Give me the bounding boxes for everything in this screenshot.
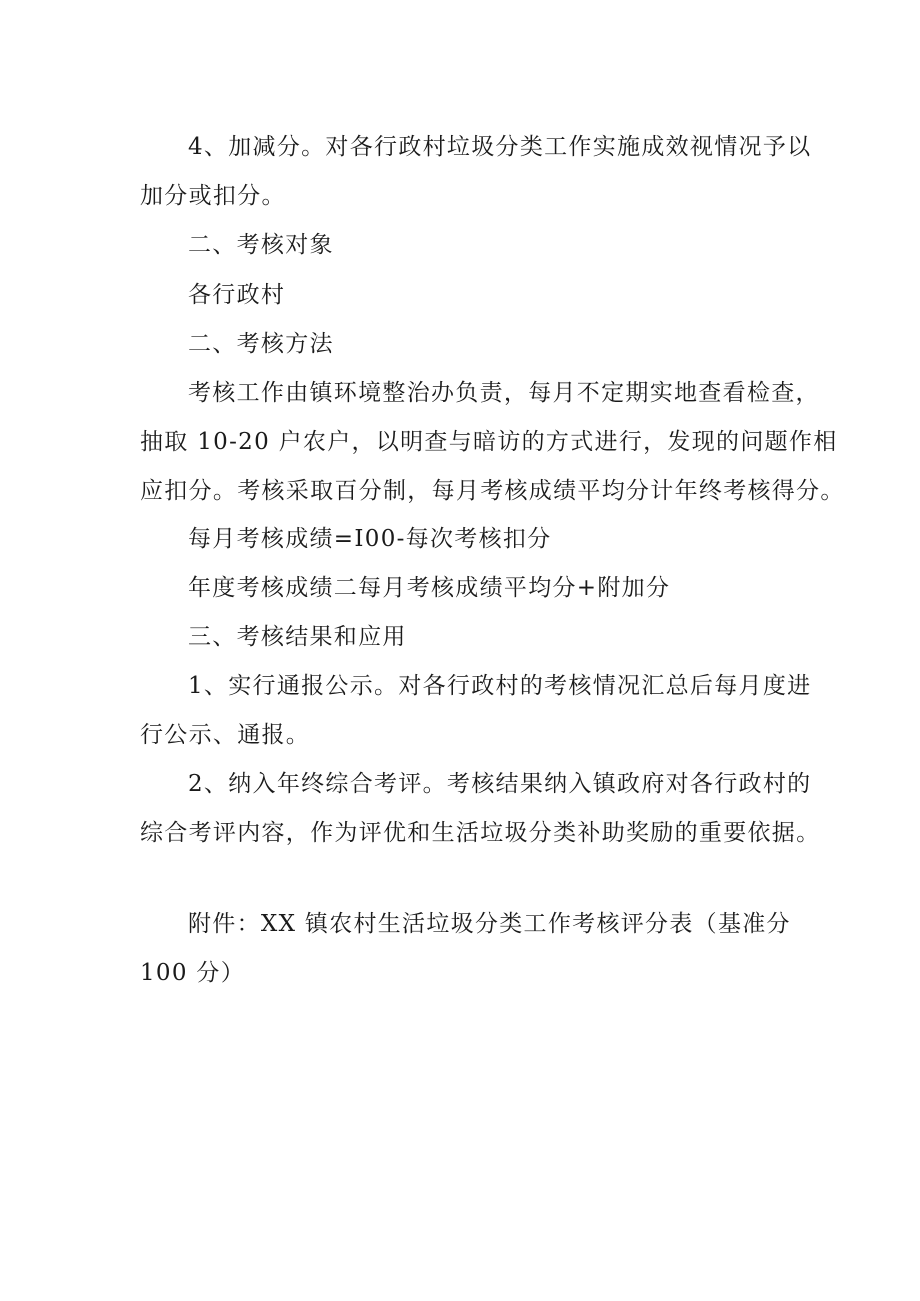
formula-line: 每月考核成绩=I00-每次考核扣分: [188, 526, 552, 552]
paragraph-line: 加分或扣分。: [140, 183, 286, 209]
paragraph-line: 抽取 10-20 户农户，以明查与暗访的方式进行，发现的问题作相: [140, 429, 838, 455]
attachment-line: 附件：XX 镇农村生活垃圾分类工作考核评分表（基准分: [188, 911, 791, 937]
section-heading: 二、考核方法: [188, 331, 334, 357]
paragraph-line: 应扣分。考核采取百分制，每月考核成绩平均分计年终考核得分。: [140, 478, 845, 504]
paragraph-line: 各行政村: [188, 282, 286, 308]
paragraph-line: 4、加减分。对各行政村垃圾分类工作实施成效视情况予以: [188, 134, 812, 160]
section-heading: 二、考核对象: [188, 232, 334, 258]
formula-line: 年度考核成绩二每月考核成绩平均分+附加分: [188, 575, 671, 601]
paragraph-line: 1、实行通报公示。对各行政村的考核情况汇总后每月度进: [188, 673, 812, 699]
paragraph-line: 2、纳入年终综合考评。考核结果纳入镇政府对各行政村的: [188, 771, 812, 797]
paragraph-line: 考核工作由镇环境整治办负责，每月不定期实地查看检查，: [188, 380, 820, 406]
paragraph-line: 综合考评内容，作为评优和生活垃圾分类补助奖励的重要依据。: [140, 820, 821, 846]
section-heading: 三、考核结果和应用: [188, 624, 407, 650]
paragraph-line: 行公示、通报。: [140, 722, 311, 748]
attachment-line: 100 分）: [140, 960, 246, 986]
